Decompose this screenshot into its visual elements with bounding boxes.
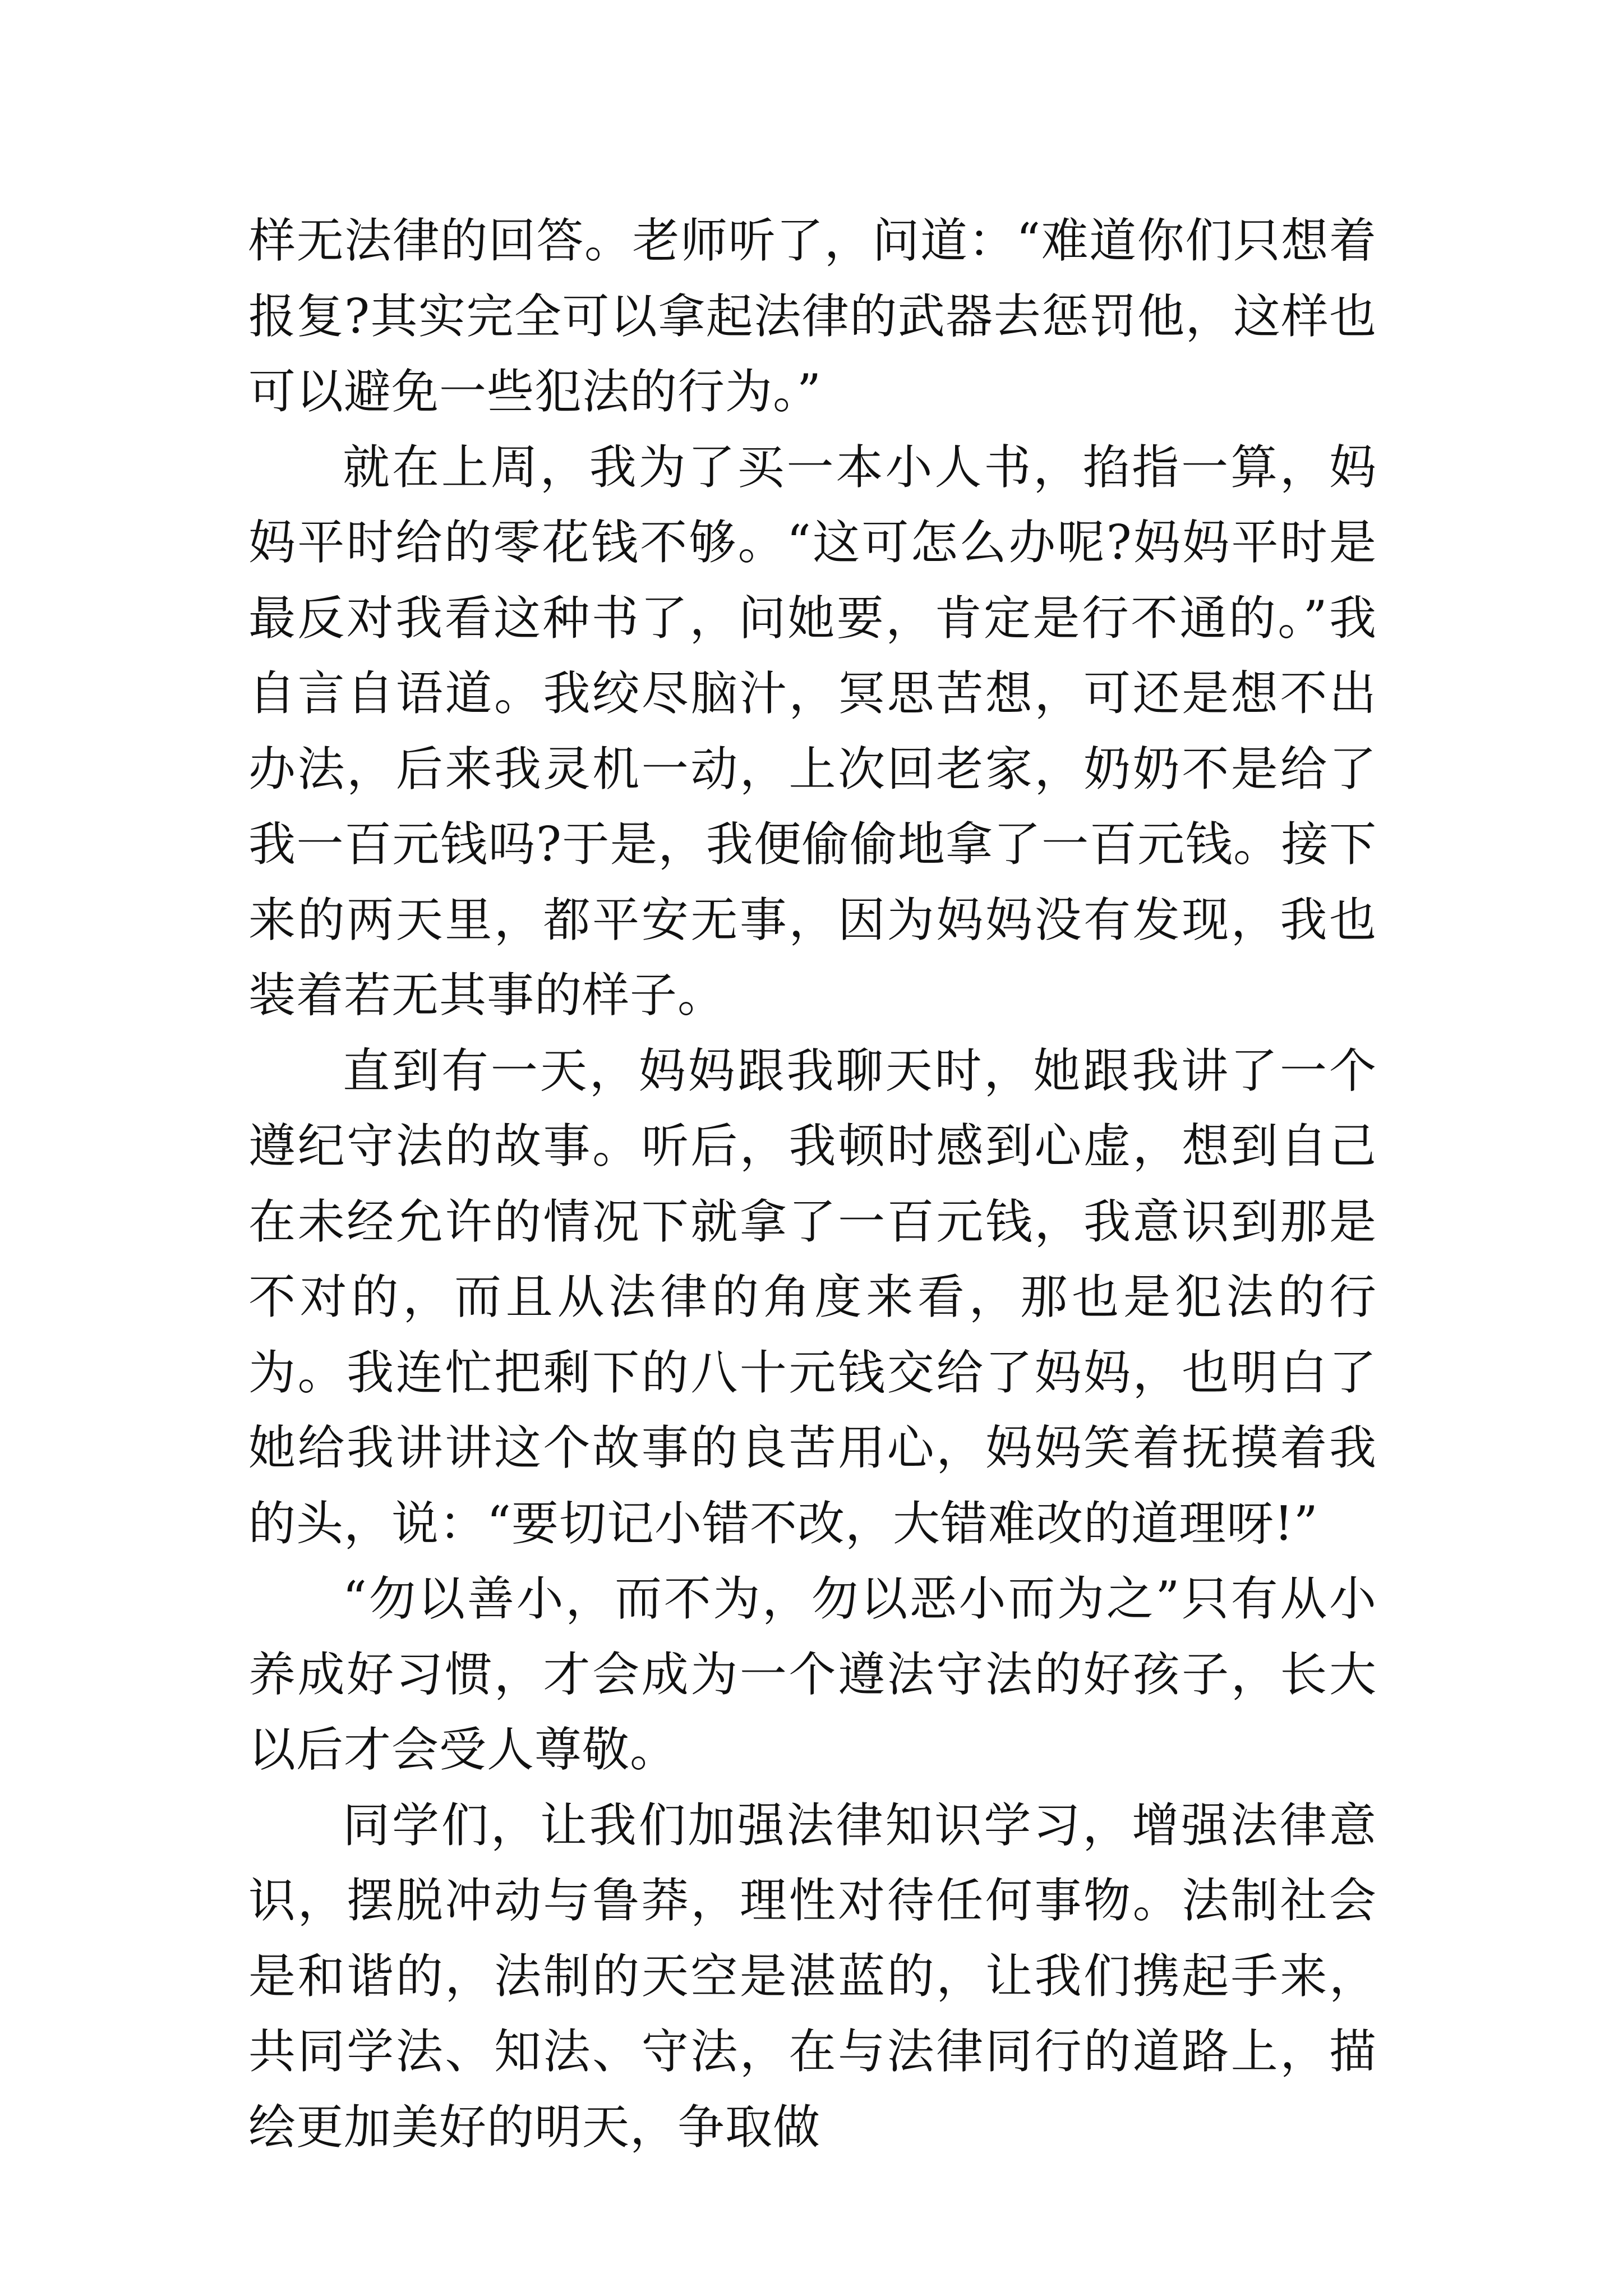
paragraph-2: 就在上周，我为了买一本小人书，掐指一算，妈妈平时给的零花钱不够。“这可怎么办呢?妈妈平时是最反对我看这种书了，问她要，肯定是行不通的。”我自言自语道。我绞尽脑汁，冥思苦想，可还是想不出办法，后来我灵机一动，上次回老家，奶奶不是给了我一百元钱吗?于是，我便偷偷地拿了一百元钱。接下来的两天里，都平安无事，因为妈妈没有发现，我也装着若无其事的样子。: [248, 439, 1377, 1023]
paragraph-4: “勿以善小，而不为，勿以恶小而为之”只有从小养成好习惯，才会成为一个遵法守法的好孩子，长大以后才会受人尊敬。: [248, 1571, 1377, 1777]
paragraph-5: 同学们，让我们加强法律知识学习，增强法律意识，摆脱冲动与鲁莽，理性对待任何事物。法制社会是和谐的，法制的天空是湛蓝的，让我们携起手来，共同学法、知法、守法，在与法律同行的道路上，描绘更加美好的明天，争取做: [248, 1797, 1377, 2155]
body-text: [248, 203, 1377, 2165]
paragraph-1: 样无法律的回答。老师听了，问道：“难道你们只想着报复?其实完全可以拿起法律的武器去惩罚他，这样也可以避免一些犯法的行为。”: [248, 213, 1377, 419]
paragraph-3: 直到有一天，妈妈跟我聊天时，她跟我讲了一个遵纪守法的故事。听后，我顿时感到心虚，想到自己在未经允许的情况下就拿了一百元钱，我意识到那是不对的，而且从法律的角度来看，那也是犯法的行为。我连忙把剩下的八十元钱交给了妈妈，也明白了她给我讲讲这个故事的良苦用心，妈妈笑着抚摸着我的头，说：“要切记小错不改，大错难改的道理呀!”: [248, 1043, 1377, 1551]
